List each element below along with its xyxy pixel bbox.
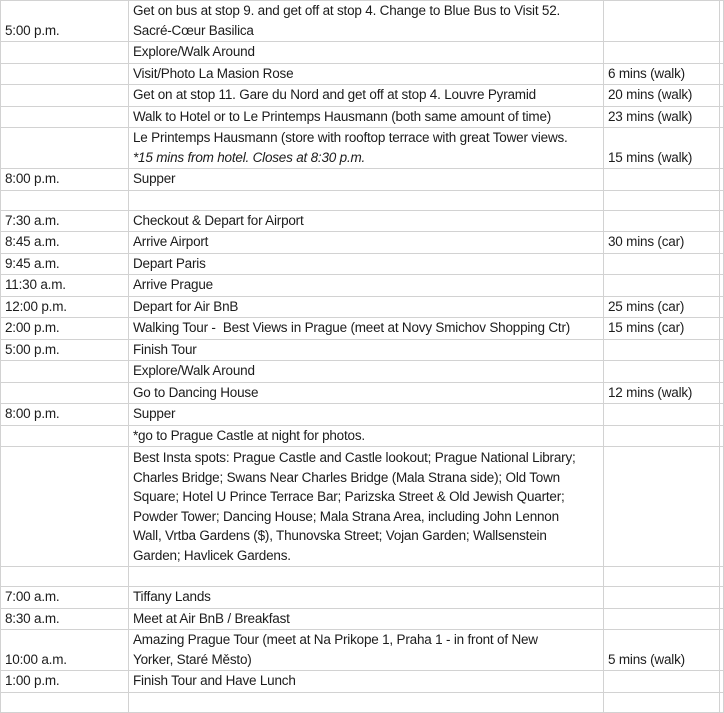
cell-overflow[interactable] — [720, 609, 724, 631]
cell-duration[interactable]: 23 mins (walk) — [604, 107, 720, 129]
cell-overflow[interactable] — [720, 297, 724, 319]
cell-duration[interactable]: 6 mins (walk) — [604, 64, 720, 86]
cell-line: *15 mins from hotel. Closes at 8:30 p.m. — [133, 149, 366, 165]
table-row — [1, 447, 724, 567]
cell-time[interactable] — [1, 42, 129, 64]
cell-line: Sacré-Cœur Basilica — [133, 22, 254, 38]
cell-time[interactable]: 8:30 a.m. — [1, 609, 129, 631]
cell-overflow[interactable] — [720, 191, 724, 211]
cell-line: Amazing Prague Tour (meet at Na Prikope 1, Praha 1 - in front of New — [133, 632, 538, 647]
cell-description[interactable] — [129, 318, 604, 340]
cell-duration[interactable]: 25 mins (car) — [604, 297, 720, 319]
cell-overflow[interactable] — [720, 318, 724, 340]
cell-description[interactable] — [129, 211, 604, 233]
table-row — [1, 107, 724, 129]
cell-duration[interactable] — [604, 587, 720, 609]
cell-line: Go to Dancing House — [133, 384, 259, 400]
cell-overflow[interactable] — [720, 42, 724, 64]
table-row — [1, 191, 724, 211]
table-row — [1, 297, 724, 319]
cell-overflow[interactable] — [720, 128, 724, 169]
cell-time[interactable]: 8:00 p.m. — [1, 169, 129, 191]
cell-line: *go to Prague Castle at night for photos. — [133, 427, 365, 443]
cell-overflow[interactable] — [720, 447, 724, 567]
cell-duration[interactable] — [604, 254, 720, 276]
cell-duration[interactable]: 5 mins (walk) — [604, 630, 720, 671]
cell-time[interactable]: 8:45 a.m. — [1, 232, 129, 254]
cell-description[interactable] — [129, 254, 604, 276]
cell-time[interactable]: 7:00 a.m. — [1, 587, 129, 609]
cell-overflow[interactable] — [720, 169, 724, 191]
cell-line: Get on bus at stop 9. and get off at stop 4. Change to Blue Bus to Visit 52. — [133, 3, 561, 18]
cell-description[interactable] — [129, 128, 604, 169]
cell-line: Checkout & Depart for Airport — [133, 212, 304, 228]
cell-overflow[interactable] — [720, 232, 724, 254]
cell-overflow[interactable] — [720, 383, 724, 405]
cell-time[interactable]: 8:00 p.m. — [1, 404, 129, 426]
cell-line: Walking Tour - Best Views in Prague (meet at Novy Smichov Shopping Ctr) — [133, 320, 571, 335]
table-row — [1, 404, 724, 426]
table-row — [1, 361, 724, 383]
cell-description[interactable] — [129, 340, 604, 362]
cell-line: Yorker, Staré Město) — [133, 651, 252, 667]
cell-description[interactable] — [129, 1, 604, 42]
cell-time[interactable]: 5:00 p.m. — [1, 340, 129, 362]
cell-description[interactable] — [129, 630, 604, 671]
cell-duration[interactable] — [604, 169, 720, 191]
cell-description[interactable] — [129, 587, 604, 609]
cell-description[interactable] — [129, 693, 604, 713]
table-row — [1, 587, 724, 609]
cell-duration[interactable]: 15 mins (car) — [604, 318, 720, 340]
cell-duration[interactable] — [604, 191, 720, 211]
cell-duration[interactable] — [604, 404, 720, 426]
cell-duration[interactable] — [604, 671, 720, 693]
cell-line: Arrive Prague — [133, 277, 213, 292]
cell-time[interactable] — [1, 128, 129, 169]
table-row — [1, 211, 724, 233]
cell-overflow[interactable] — [720, 404, 724, 426]
table-row — [1, 42, 724, 64]
cell-duration[interactable] — [604, 447, 720, 567]
table-row — [1, 169, 724, 191]
cell-description[interactable] — [129, 609, 604, 631]
table-row — [1, 609, 724, 631]
table-row — [1, 567, 724, 587]
cell-duration[interactable]: 20 mins (walk) — [604, 85, 720, 107]
table-row — [1, 275, 724, 297]
table-row — [1, 340, 724, 362]
table-row — [1, 128, 724, 169]
cell-line: Le Printemps Hausmann (store with rooftop terrace with great Tower views. — [133, 130, 568, 145]
cell-time[interactable]: 12:00 p.m. — [1, 297, 129, 319]
table-row — [1, 254, 724, 276]
cell-duration[interactable] — [604, 275, 720, 297]
cell-line: Powder Tower; Dancing House; Mala Strana Area, including John Lennon — [133, 508, 559, 524]
cell-line: Walk to Hotel or to Le Printemps Hausmann (both same amount of time) — [133, 108, 552, 124]
cell-duration[interactable] — [604, 361, 720, 383]
table-row — [1, 1, 724, 42]
cell-time[interactable] — [1, 191, 129, 211]
cell-line: Supper — [133, 171, 176, 186]
cell-description[interactable] — [129, 191, 604, 211]
cell-time[interactable]: 10:00 a.m. — [1, 630, 129, 671]
cell-time[interactable]: 1:00 p.m. — [1, 671, 129, 693]
cell-description[interactable] — [129, 361, 604, 383]
cell-description[interactable] — [129, 42, 604, 64]
table-row — [1, 64, 724, 86]
cell-description[interactable] — [129, 671, 604, 693]
cell-duration[interactable] — [604, 340, 720, 362]
cell-description[interactable] — [129, 232, 604, 254]
cell-time[interactable] — [1, 107, 129, 129]
cell-time[interactable] — [1, 361, 129, 383]
cell-description[interactable] — [129, 85, 604, 107]
cell-description[interactable] — [129, 447, 604, 567]
cell-line: Best Insta spots: Prague Castle and Castle lookout; Prague National Library; — [133, 450, 576, 465]
cell-time[interactable]: 2:00 p.m. — [1, 318, 129, 340]
cell-line: Visit/Photo La Masion Rose — [133, 65, 294, 81]
cell-time[interactable] — [1, 64, 129, 86]
cell-line: Finish Tour — [133, 341, 197, 357]
cell-time[interactable] — [1, 383, 129, 405]
cell-duration[interactable] — [604, 426, 720, 448]
cell-overflow[interactable] — [720, 211, 724, 233]
cell-duration[interactable] — [604, 693, 720, 713]
table-row — [1, 383, 724, 405]
cell-overflow[interactable] — [720, 107, 724, 129]
cell-overflow[interactable] — [720, 361, 724, 383]
cell-overflow[interactable] — [720, 587, 724, 609]
cell-time[interactable] — [1, 447, 129, 567]
cell-description[interactable] — [129, 383, 604, 405]
cell-line: Depart Paris — [133, 255, 206, 271]
cell-line: Tiffany Lands — [133, 589, 211, 604]
cell-duration[interactable] — [604, 211, 720, 233]
cell-overflow[interactable] — [720, 275, 724, 297]
cell-overflow[interactable] — [720, 426, 724, 448]
cell-description[interactable] — [129, 169, 604, 191]
cell-line: Explore/Walk Around — [133, 44, 255, 59]
cell-line: Meet at Air BnB / Breakfast — [133, 610, 290, 626]
cell-duration[interactable] — [604, 1, 720, 42]
cell-time[interactable]: 5:00 p.m. — [1, 1, 129, 42]
cell-overflow[interactable] — [720, 630, 724, 671]
table-row — [1, 630, 724, 671]
cell-description[interactable] — [129, 297, 604, 319]
cell-line: Explore/Walk Around — [133, 363, 255, 378]
cell-time[interactable] — [1, 567, 129, 587]
cell-line: Get on at stop 11. Gare du Nord and get off at stop 4. Louvre Pyramid — [133, 87, 536, 102]
cell-time[interactable]: 7:30 a.m. — [1, 211, 129, 233]
cell-overflow[interactable] — [720, 254, 724, 276]
cell-time[interactable]: 9:45 a.m. — [1, 254, 129, 276]
cell-line: Depart for Air BnB — [133, 298, 239, 314]
cell-duration[interactable] — [604, 567, 720, 587]
cell-line: Charles Bridge; Swans Near Charles Bridge (Mala Strana side); Old Town — [133, 469, 560, 485]
table-row — [1, 85, 724, 107]
cell-time[interactable] — [1, 693, 129, 713]
cell-description[interactable] — [129, 567, 604, 587]
cell-overflow[interactable] — [720, 567, 724, 587]
cell-duration[interactable]: 30 mins (car) — [604, 232, 720, 254]
cell-overflow[interactable] — [720, 671, 724, 693]
cell-description[interactable] — [129, 275, 604, 297]
cell-description[interactable] — [129, 404, 604, 426]
sheet-body — [1, 1, 724, 713]
cell-description[interactable] — [129, 107, 604, 129]
cell-duration[interactable] — [604, 609, 720, 631]
cell-overflow[interactable] — [720, 1, 724, 42]
cell-time[interactable] — [1, 85, 129, 107]
cell-duration[interactable] — [604, 42, 720, 64]
cell-line: Garden; Havlicek Gardens. — [133, 547, 291, 563]
table-row — [1, 693, 724, 713]
table-row — [1, 318, 724, 340]
cell-overflow[interactable] — [720, 85, 724, 107]
cell-overflow[interactable] — [720, 693, 724, 713]
table-row — [1, 232, 724, 254]
cell-line: Arrive Airport — [133, 234, 209, 249]
cell-overflow[interactable] — [720, 340, 724, 362]
table-row — [1, 671, 724, 693]
cell-line: Wall, Vrtba Gardens ($), Thunovska Street; Vojan Garden; Wallsenstein — [133, 528, 547, 543]
cell-line: Supper — [133, 406, 176, 421]
table-row — [1, 426, 724, 448]
cell-time[interactable]: 11:30 a.m. — [1, 275, 129, 297]
cell-line: Square; Hotel U Prince Terrace Bar; Parizska Street & Old Jewish Quarter; — [133, 489, 565, 504]
cell-line: Finish Tour and Have Lunch — [133, 673, 296, 688]
cell-description[interactable] — [129, 64, 604, 86]
cell-duration[interactable]: 12 mins (walk) — [604, 383, 720, 405]
cell-time[interactable] — [1, 426, 129, 448]
cell-overflow[interactable] — [720, 64, 724, 86]
cell-duration[interactable]: 15 mins (walk) — [604, 128, 720, 169]
cell-description[interactable] — [129, 426, 604, 448]
